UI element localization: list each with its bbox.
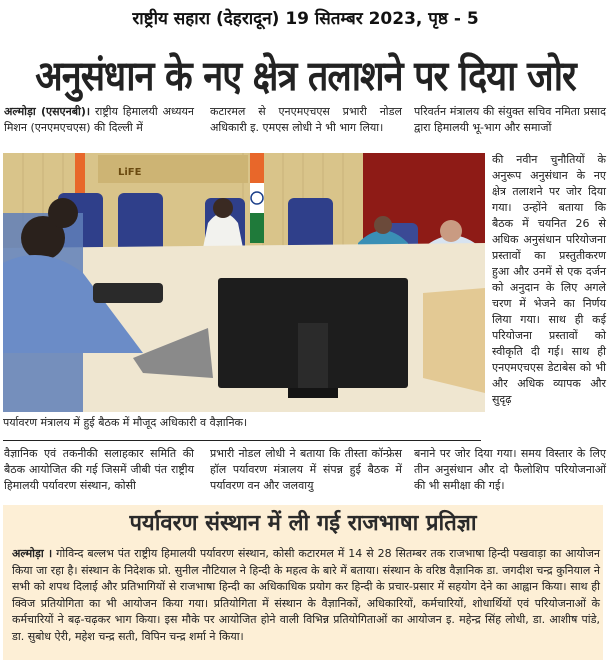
life-logo: LiFE bbox=[118, 167, 142, 178]
box-body-text: गोविन्द बल्लभ पंत राष्ट्रीय हिमालयी पर्यावरण संस्थान, कोसी कटारमल में 14 से 28 सितम्बर तक राजभाषा हिन्दी पखवाड़ा का आयोजन किया जा रहा है। संस्थान के निदेशक प्रो. सुनील नौटियाल ने हिन्दी के महत्व के बारे में बताया। संस्थान के वरिष्ठ वैज्ञानिक डा. जगदीश चन्द्र कुनियाल ने सभी को शपथ दिलाई और प्रतिभागियों से राजभाषा हिन्दी का अधिकाधिक प्रयोग कर हिन्दी के प्रचार-प्रसार में सहयोग देने का आह्वान किया। साथ ही क्विज प्रतियोगिता का भी आयोजन किया गया। प्रतियोगिता में संस्थान के वैज्ञानिकों, अधिकारियों, कर्मचारियों, शोधार्थियों एवं परियोजनाओं के कर्मचारियों ने बढ़-चढ़कर भाग किया। इस मौके पर आयोजित होने वाली विभिन्न प्रतियोगिताओं का आयोजन इ. महेन्द्र सिंह लोधी, डा. आशीष पांडे, डा. सुबोध ऐरी, महेश चन्द्र सती, विपिन चन्द्र शर्मा ने किया। bbox=[12, 547, 601, 643]
masthead: राष्ट्रीय सहारा (देहरादून) 19 सितम्बर 2023, पृष्ठ - 5 bbox=[132, 9, 479, 29]
box-headline: पर्यावरण संस्थान में ली गई राजभाषा प्रतिज्ञा bbox=[129, 511, 477, 536]
headline: अनुसंधान के नए क्षेत्र तलाशने पर दिया जोर bbox=[35, 53, 576, 101]
article-dateline: अल्मोड़ा (एसएनबी)। bbox=[4, 105, 91, 118]
article-col1-bottom: वैज्ञानिक एवं तकनीकी सलाहकार समिति की बैठक आयोजित की गई जिसमें जीबी पंत राष्ट्रीय हिमालयी पर्यावरण संस्थान, कोसी bbox=[4, 447, 194, 492]
photo-caption: पर्यावरण मंत्रालय में हुई बैठक में मौजूद अधिकारी व वैज्ञानिक। bbox=[3, 416, 248, 429]
meeting-photo-illustration bbox=[3, 153, 485, 412]
box-body bbox=[12, 546, 600, 645]
article-col1-top-text: राष्ट्रीय हिमालयी अध्ययन मिशन (एनएमएचएस) की दिल्ली में bbox=[4, 105, 195, 134]
flag bbox=[250, 153, 264, 183]
bag bbox=[93, 283, 163, 303]
article-col2-bottom: प्रभारी नोडल लोधी ने बताया कि तीस्ता कॉन्फ्रेस हॉल पर्यावरण मंत्रालय में संपन्न हुई बैठक में पर्यावरण वन और जलवायु bbox=[210, 447, 402, 492]
article-col3-bottom: बनाने पर जोर दिया गया। समय विस्तार के लिए तीन अनुसंधान और दो फैलोशिप परियोजनाओं की भी समीक्षा की गई। bbox=[414, 447, 606, 492]
meeting-photo bbox=[3, 153, 485, 412]
article-col2-top: कटारमल से एनएमएचएस प्रभारी नोडल अधिकारी इ. एमएस लोधी ने भी भाग लिया। bbox=[210, 105, 402, 134]
article-col-right: की नवीन चुनौतियों के अनुरूप अनुसंधान के नए क्षेत्र तलाशने पर जोर दिया गया। उन्होंने बताया कि बैठक में चयनित 26 से अधिक अनुसंधान परियोजना प्रस्तावों का प्रस्तुतीकरण हुआ और उनमें से एक दर्जन को अनुदान के लिए अगले चरण में भेजने का निर्णय लिया गया। साथ ही कई परियोजना प्रस्तावों को स्वीकृति दी गई। साथ ही एनएमएचएस डेटाबेस को भी और अधिक व्यापक और सुदृढ़ bbox=[492, 153, 606, 406]
chair bbox=[118, 193, 163, 253]
box-dateline: अल्मोड़ा । bbox=[12, 547, 53, 560]
caption-divider bbox=[3, 440, 481, 441]
article-col3-top: परिवर्तन मंत्रालय की संयुक्त सचिव नमिता प्रसाद द्वारा हिमालयी भू-भाग और समाजों bbox=[414, 105, 606, 134]
article-col1-top bbox=[4, 104, 194, 136]
